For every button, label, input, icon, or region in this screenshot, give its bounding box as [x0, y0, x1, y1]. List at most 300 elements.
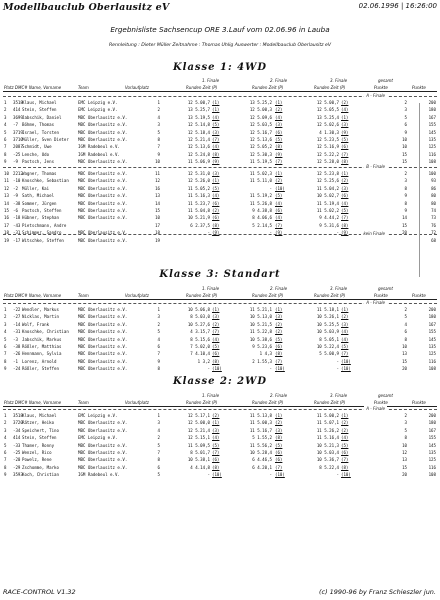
- result-row: [0, 434, 440, 441]
- result-row: [0, 365, 440, 372]
- cell-p2: (3): [275, 427, 283, 433]
- cell-p2: (4): [275, 200, 283, 206]
- col-punkte-gesamt: Punkte: [374, 293, 388, 298]
- cell-r1: 12 5.15,1: [187, 435, 210, 441]
- cell-t: MBC Oberlausitz e.V.: [78, 178, 128, 184]
- cell-d: 3719: [13, 129, 23, 135]
- cell-d: -34: [13, 427, 21, 433]
- cell-g: 10: [402, 144, 407, 150]
- cell-v: 10: [155, 159, 160, 165]
- cell-pt: 100: [428, 171, 436, 176]
- col-final-1: 1. Finale: [202, 286, 220, 291]
- cell-r1: 12 5.00,0: [187, 420, 210, 426]
- cell-v: 4: [157, 336, 160, 342]
- result-row: [0, 177, 440, 184]
- cell-d: -33: [13, 442, 21, 448]
- cell-r1: 12 5.24,8: [187, 151, 210, 157]
- col-vorlauf: Vorlaufplatz: [125, 85, 149, 90]
- cell-r1: 13 5.19,5: [187, 114, 210, 120]
- col-punkte-gesamt: Punkte: [374, 400, 388, 405]
- cell-t: IGM Radebeul e.V.: [78, 144, 120, 150]
- cell-r3: 10 5.26,1: [316, 314, 339, 320]
- cell-p1: (5): [212, 344, 220, 349]
- cell-n: Müller, Kai: [22, 185, 50, 191]
- cell-p3: (2): [341, 420, 349, 426]
- cell-p: 3: [4, 321, 7, 327]
- cell-v: 2: [157, 107, 160, 113]
- cell-p1: (5): [212, 122, 220, 128]
- cell-p3: (4): [341, 107, 349, 113]
- cell-r3: 11 5.16,4: [316, 435, 339, 441]
- cell-g: 13: [402, 351, 407, 357]
- final-label: kein Finale: [363, 231, 385, 236]
- cell-g: 8: [404, 200, 407, 206]
- cell-p3: (2): [341, 427, 349, 433]
- cell-r3: 10 5.25,5: [316, 321, 339, 327]
- result-row: [0, 207, 440, 214]
- cell-p1: (1): [212, 107, 220, 113]
- cell-g: 9: [404, 208, 407, 213]
- cell-n: Thamer, Ronny: [22, 442, 55, 448]
- cell-t: MBC Oberlausitz e.V.: [78, 200, 128, 206]
- cell-d: -31: [13, 230, 21, 236]
- cell-r1: 4 4.14,8: [190, 464, 210, 470]
- cell-p1: (3): [212, 427, 220, 433]
- col-final-1: 1. Finale: [202, 393, 220, 398]
- cell-p2: (8): [275, 351, 283, 357]
- cell-g: 8: [404, 435, 407, 441]
- cell-n: Jabschik, Markus: [22, 336, 62, 342]
- cell-p2: (4): [275, 215, 283, 221]
- cell-p2: (10): [275, 185, 285, 191]
- cell-r1: 1 3,2: [197, 358, 210, 364]
- cell-r1: 8 5.03,0: [190, 314, 210, 320]
- cell-p: 2: [4, 314, 7, 320]
- cell-p3: (4): [341, 336, 349, 342]
- cell-p2: (4): [275, 114, 283, 120]
- cell-p: 4: [4, 329, 7, 335]
- cell-pt: 155: [428, 435, 436, 441]
- cell-r2: 10 5.21,5: [249, 321, 272, 327]
- cell-r3: 8 5.05,1: [319, 336, 339, 342]
- result-row: [0, 358, 440, 365]
- cell-r2: 10 5.13,0: [249, 314, 272, 320]
- cell-t: MBC Oberlausitz e.V.: [78, 336, 128, 342]
- cell-p3: (4): [341, 435, 349, 441]
- cell-d: -14: [13, 321, 21, 327]
- cell-p3: (6): [341, 450, 349, 455]
- cell-t: MBC Oberlausitz e.V.: [78, 208, 128, 213]
- cell-p1: (2): [212, 321, 220, 327]
- cell-g: 6: [404, 122, 407, 128]
- cell-n: Knoschke, Christian: [22, 329, 69, 335]
- cell-p1: (6): [212, 200, 220, 206]
- cell-n: Stein, Steffen: [22, 107, 57, 113]
- cell-p3: (8): [341, 464, 349, 470]
- col-runden-zeit-1: Runden Zeit (P): [186, 293, 218, 298]
- cell-r1: 4 3.15,7: [190, 329, 210, 335]
- cell-r1: 10 5.38,1: [187, 457, 210, 463]
- result-row: [0, 185, 440, 192]
- cell-r3: 11 5.18,1: [316, 307, 339, 312]
- cell-t: EMC Leipzig e.V.: [78, 107, 118, 113]
- final-label: A - Finale: [366, 93, 385, 98]
- cell-v: 1: [157, 307, 160, 312]
- cell-n: Schmidt, Uwe: [22, 144, 52, 150]
- cell-r2: 10 5.28,4: [249, 450, 272, 455]
- cell-p1: (2): [212, 413, 220, 418]
- cell-p: 1: [4, 307, 7, 312]
- cell-p3: (1): [341, 114, 349, 120]
- col-platz-name: Platz DMC# Name, Vorname: [4, 293, 62, 298]
- cell-t: EMC Leipzig e.V.: [78, 413, 118, 418]
- cell-v: 3: [157, 122, 160, 128]
- cell-r1: 11 5.23,7: [187, 200, 210, 206]
- cell-n: Pietschmann, Andre: [22, 222, 67, 228]
- cell-pt: 116: [428, 151, 436, 157]
- cell-r3: 12 5.05,5: [316, 107, 339, 113]
- cell-p: 5: [4, 336, 7, 342]
- cell-pt: 76: [431, 222, 436, 228]
- cell-n: Speichert, Tino: [22, 427, 59, 433]
- print-date: 02.06.1996 | 16:26:00: [358, 2, 437, 10]
- cell-p2: (8): [275, 144, 283, 150]
- cell-r2: 9 4.38,8: [252, 208, 272, 213]
- cell-p: 14: [4, 200, 9, 206]
- cell-p3: (4): [341, 200, 349, 206]
- cell-t: MBC Oberlausitz e.V.: [78, 193, 128, 199]
- cell-p1: (7): [212, 450, 220, 455]
- cell-r2: 5 2.14,5: [252, 222, 272, 228]
- cell-n: Jabschik, Daniel: [22, 114, 62, 120]
- cell-p3: (5): [341, 137, 349, 142]
- cell-pt: 145: [428, 129, 436, 135]
- cell-g: 13: [402, 457, 407, 463]
- cell-d: -9: [13, 159, 18, 165]
- cell-pt: 167: [428, 427, 436, 433]
- cell-pt: 80: [431, 200, 436, 206]
- cell-t: MBC Oberlausitz e.V.: [78, 457, 128, 463]
- cell-n: Klaus, Michael: [22, 100, 57, 105]
- cell-r2: 11 5.02,3: [249, 171, 272, 176]
- cell-p2: (5): [275, 137, 283, 142]
- cell-p: 2: [4, 107, 7, 113]
- cell-v: 2: [157, 321, 160, 327]
- col-runden-zeit-1: Runden Zeit (P): [186, 85, 218, 90]
- result-row: [0, 214, 440, 221]
- cell-p1: (3): [212, 171, 220, 176]
- cell-p2: (5): [275, 193, 283, 199]
- cell-r2: 11 5.13,8: [249, 413, 272, 418]
- result-row: [0, 136, 440, 143]
- cell-v: 14: [155, 200, 160, 206]
- cell-g: 10: [402, 442, 407, 448]
- cell-pt: 68: [431, 238, 436, 243]
- cell-p3: (2): [341, 100, 349, 105]
- cell-r2: 9 5.23,6: [252, 344, 272, 349]
- cell-d: -10: [13, 178, 21, 184]
- result-row: [0, 200, 440, 207]
- cell-p1: (9): [212, 159, 220, 165]
- club-name: Modellbauclub Oberlausitz eV: [3, 2, 170, 13]
- cell-n: Nicklas, Martin: [22, 314, 59, 320]
- cell-v: 6: [157, 344, 160, 349]
- cell-p1: (1): [212, 100, 220, 105]
- result-row: [0, 121, 440, 128]
- cell-p: 17: [4, 222, 9, 228]
- cell-p2: (1): [275, 171, 283, 176]
- cell-p3: (3): [341, 122, 349, 128]
- cell-g: 20: [402, 230, 407, 236]
- cell-d: 414: [13, 435, 21, 441]
- cell-n: Wenzel, Rico: [22, 450, 52, 455]
- cell-t: MBC Oberlausitz e.V.: [78, 129, 128, 135]
- result-row: [0, 237, 440, 244]
- software-version: RACE-CONTROL V1.32: [3, 588, 76, 596]
- cell-t: MBC Oberlausitz e.V.: [78, 238, 128, 243]
- result-row: [0, 471, 440, 478]
- cell-v: 18: [155, 230, 160, 236]
- cell-p: 1: [4, 413, 7, 418]
- cell-d: -38: [13, 200, 21, 206]
- cell-r3: 10 5.02,7: [316, 193, 339, 199]
- cell-r2: 11 5.11,0: [249, 178, 272, 184]
- cell-n: Rätzer, Heiko: [22, 420, 55, 426]
- cell-r3: 10 5.03,4: [316, 450, 339, 455]
- cell-r2: 11 5.21,1: [249, 307, 272, 312]
- cell-r1: 7 4.10,4: [190, 351, 210, 357]
- cell-d: -17: [13, 238, 21, 243]
- cell-pt: 108: [428, 159, 436, 165]
- col-final-3: 3. Finale: [330, 286, 348, 291]
- cell-v: 5: [157, 472, 160, 478]
- cell-r3: 11 5.04,2: [316, 185, 339, 191]
- cell-g: 3: [404, 107, 407, 113]
- col-final-2: 2. Finale: [270, 78, 288, 83]
- cell-r1: 12 5.00,7: [187, 100, 210, 105]
- cell-v: 15: [155, 208, 160, 213]
- cell-r2: 11 5.19,2: [249, 193, 272, 199]
- cell-p: 8: [4, 151, 7, 157]
- cell-p2: (7): [275, 222, 283, 228]
- cell-r3: 5 5.00,9: [319, 351, 339, 357]
- col-vorlauf: Vorlaufplatz: [125, 293, 149, 298]
- cell-p3: (9): [341, 230, 349, 236]
- cell-g: 9: [404, 129, 407, 135]
- cell-v: 4: [157, 114, 160, 120]
- cell-n: Lorenz, Arnold: [22, 358, 57, 364]
- cell-v: 9: [157, 358, 160, 364]
- result-row: [0, 114, 440, 121]
- cell-p1: (7): [212, 137, 220, 142]
- cell-r1: 12 5.26,0: [187, 178, 210, 184]
- cell-p2: (2): [275, 321, 283, 327]
- cell-d: -43: [13, 222, 21, 228]
- cell-p1: (8): [212, 464, 220, 470]
- cell-r3: 10 5.03,9: [316, 329, 339, 335]
- cell-v: 2: [157, 435, 160, 441]
- copyright-notice: (c) 1990-96 by Franz Schieszler jun.: [318, 588, 436, 596]
- cell-r2: -: [269, 366, 272, 372]
- cell-r3: -: [336, 230, 339, 236]
- cell-t: MBC Oberlausitz e.V.: [78, 321, 128, 327]
- column-header: [0, 76, 440, 92]
- cell-t: MBC Oberlausitz e.V.: [78, 420, 128, 426]
- cell-v: 10: [155, 215, 160, 221]
- page-footer: [0, 588, 440, 598]
- cell-t: MBC Oberlausitz e.V.: [78, 442, 128, 448]
- cell-r3: 11 5.19,4: [316, 200, 339, 206]
- col-runden-zeit-3: Runden Zeit (P): [314, 85, 346, 90]
- cell-r2: 10 5.38,6: [249, 336, 272, 342]
- cell-r3: 11 5.26,2: [316, 427, 339, 433]
- cell-p3: (10): [341, 472, 351, 478]
- cell-g: 15: [402, 358, 407, 364]
- cell-p1: (9): [212, 230, 220, 236]
- punkte-divider: [419, 103, 420, 277]
- cell-v: 5: [157, 329, 160, 335]
- cell-g: 15: [402, 464, 407, 470]
- cell-t: MBC Oberlausitz e.V.: [78, 351, 128, 357]
- cell-r3: 12 5.00,7: [316, 100, 339, 105]
- result-row: [0, 313, 440, 320]
- cell-v: 3: [157, 420, 160, 426]
- cell-pt: 125: [428, 144, 436, 150]
- col-punkte-gesamt: Punkte: [374, 85, 388, 90]
- cell-n: Wendler, Markus: [22, 307, 59, 312]
- class-title: Klasse 2: 2WD: [172, 376, 268, 387]
- cell-p2: (1): [275, 307, 283, 312]
- document-title: Ergebnisliste Sachsencup ORE 3.Lauf vom 02.06.96 in Lauba: [110, 25, 330, 34]
- column-header: [0, 284, 440, 300]
- result-row: [0, 321, 440, 328]
- result-row: [0, 106, 440, 113]
- cell-p3: (1): [341, 307, 349, 312]
- cell-p: 16: [4, 215, 9, 221]
- cell-r2: 12 5.00,3: [249, 107, 272, 113]
- cell-p3: (5): [341, 442, 349, 448]
- cell-n: Schimmer, Sandro: [22, 230, 62, 236]
- cell-t: EMC Leipzig e.V.: [78, 435, 118, 441]
- cell-t: MBC Oberlausitz e.V.: [78, 137, 128, 142]
- cell-t: MBC Oberlausitz e.V.: [78, 314, 128, 320]
- cell-n: Böhme, Thomas: [22, 122, 55, 128]
- cell-p1: (10): [212, 472, 222, 478]
- cell-pt: 125: [428, 351, 436, 357]
- cell-r3: 4 1.30,3: [319, 129, 339, 135]
- cell-g: 10: [402, 137, 407, 142]
- cell-r1: 11 5.16,3: [187, 193, 210, 199]
- cell-n: Israel, Torsten: [22, 129, 59, 135]
- cell-g: 2: [404, 307, 407, 312]
- cell-p1: (1): [212, 178, 220, 184]
- cell-p2: (6): [275, 208, 283, 213]
- cell-p2: (7): [275, 159, 283, 165]
- result-row: [0, 151, 440, 158]
- cell-p3: (7): [341, 215, 349, 221]
- col-gesamt: gesamt: [378, 78, 393, 83]
- cell-pt: 135: [428, 450, 436, 455]
- cell-r1: 12 5.31,0: [187, 171, 210, 176]
- cell-r1: 11 5.05,2: [187, 185, 210, 191]
- cell-pt: 180: [428, 314, 436, 320]
- cell-p: 6: [4, 137, 7, 142]
- cell-p1: (8): [212, 151, 220, 157]
- cell-r3: 10 5.22,4: [316, 344, 339, 349]
- cell-p1: (4): [212, 435, 220, 441]
- cell-t: MBC Oberlausitz e.V.: [78, 464, 128, 470]
- cell-g: 6: [404, 329, 407, 335]
- cell-d: 3720: [13, 420, 23, 426]
- cell-p: 4: [4, 122, 7, 128]
- cell-d: -6: [13, 208, 18, 213]
- cell-r3: 12 5.22,2: [316, 151, 339, 157]
- cell-pt: 145: [428, 336, 436, 342]
- cell-pt: 145: [428, 442, 436, 448]
- col-vorlauf: Vorlaufplatz: [125, 400, 149, 405]
- cell-r1: 11 5.04,8: [187, 208, 210, 213]
- cell-r3: 12 5.25,6: [316, 178, 339, 184]
- cell-g: 5: [404, 427, 407, 433]
- cell-p2: (9): [275, 230, 283, 236]
- cell-r2: 6 4.46,5: [252, 457, 272, 463]
- col-team: Team: [78, 293, 89, 298]
- cell-t: MBC Oberlausitz e.V.: [78, 307, 128, 312]
- cell-p2: (2): [275, 329, 283, 335]
- col-platz-name: Platz DMC# Name, Vorname: [4, 85, 62, 90]
- cell-g: 15: [402, 222, 407, 228]
- cell-p3: (2): [341, 178, 349, 184]
- cell-n: Sommer, Jürgen: [22, 200, 57, 206]
- col-runden-zeit-2: Runden Zeit (P): [252, 293, 284, 298]
- cell-v: 8: [157, 457, 160, 463]
- cell-p1: (6): [212, 457, 220, 463]
- cell-p3: (7): [341, 351, 349, 357]
- cell-n: Koch, Christian: [22, 472, 59, 478]
- cell-p2: (7): [275, 464, 283, 470]
- cell-d: 414: [13, 107, 21, 113]
- cell-v: 1: [157, 413, 160, 418]
- cell-v: 8: [157, 366, 160, 372]
- col-punkte: Punkte: [412, 293, 426, 298]
- cell-p: 2: [4, 420, 7, 426]
- cell-p2: (10): [275, 366, 285, 372]
- cell-p: 8: [4, 358, 7, 364]
- cell-r3: 9 4.44,2: [319, 215, 339, 221]
- cell-d: -7: [13, 122, 18, 128]
- cell-n: Klaus, Michael: [22, 413, 57, 418]
- cell-g: 9: [404, 193, 407, 199]
- cell-p1: (1): [212, 420, 220, 426]
- cell-r2: 12 5.03,5: [249, 122, 272, 128]
- result-row: [0, 456, 440, 463]
- cell-r1: 6 2.37,5: [190, 222, 210, 228]
- cell-r3: 12 5.23,8: [316, 171, 339, 176]
- cell-g: 3: [404, 420, 407, 426]
- cell-p1: (7): [212, 329, 220, 335]
- cell-t: MBC Oberlausitz e.V.: [78, 185, 128, 191]
- cell-p: 3: [4, 427, 7, 433]
- cell-r2: 12 5.13,6: [249, 137, 272, 142]
- cell-r1: -: [207, 472, 210, 478]
- col-final-3: 3. Finale: [330, 78, 348, 83]
- cell-p1: (6): [212, 215, 220, 221]
- cell-g: 20: [402, 472, 407, 478]
- cell-r1: 8 5.15,6: [190, 336, 210, 342]
- cell-r3: -: [336, 358, 339, 364]
- cell-v: 7: [157, 144, 160, 150]
- cell-pt: 108: [428, 472, 436, 478]
